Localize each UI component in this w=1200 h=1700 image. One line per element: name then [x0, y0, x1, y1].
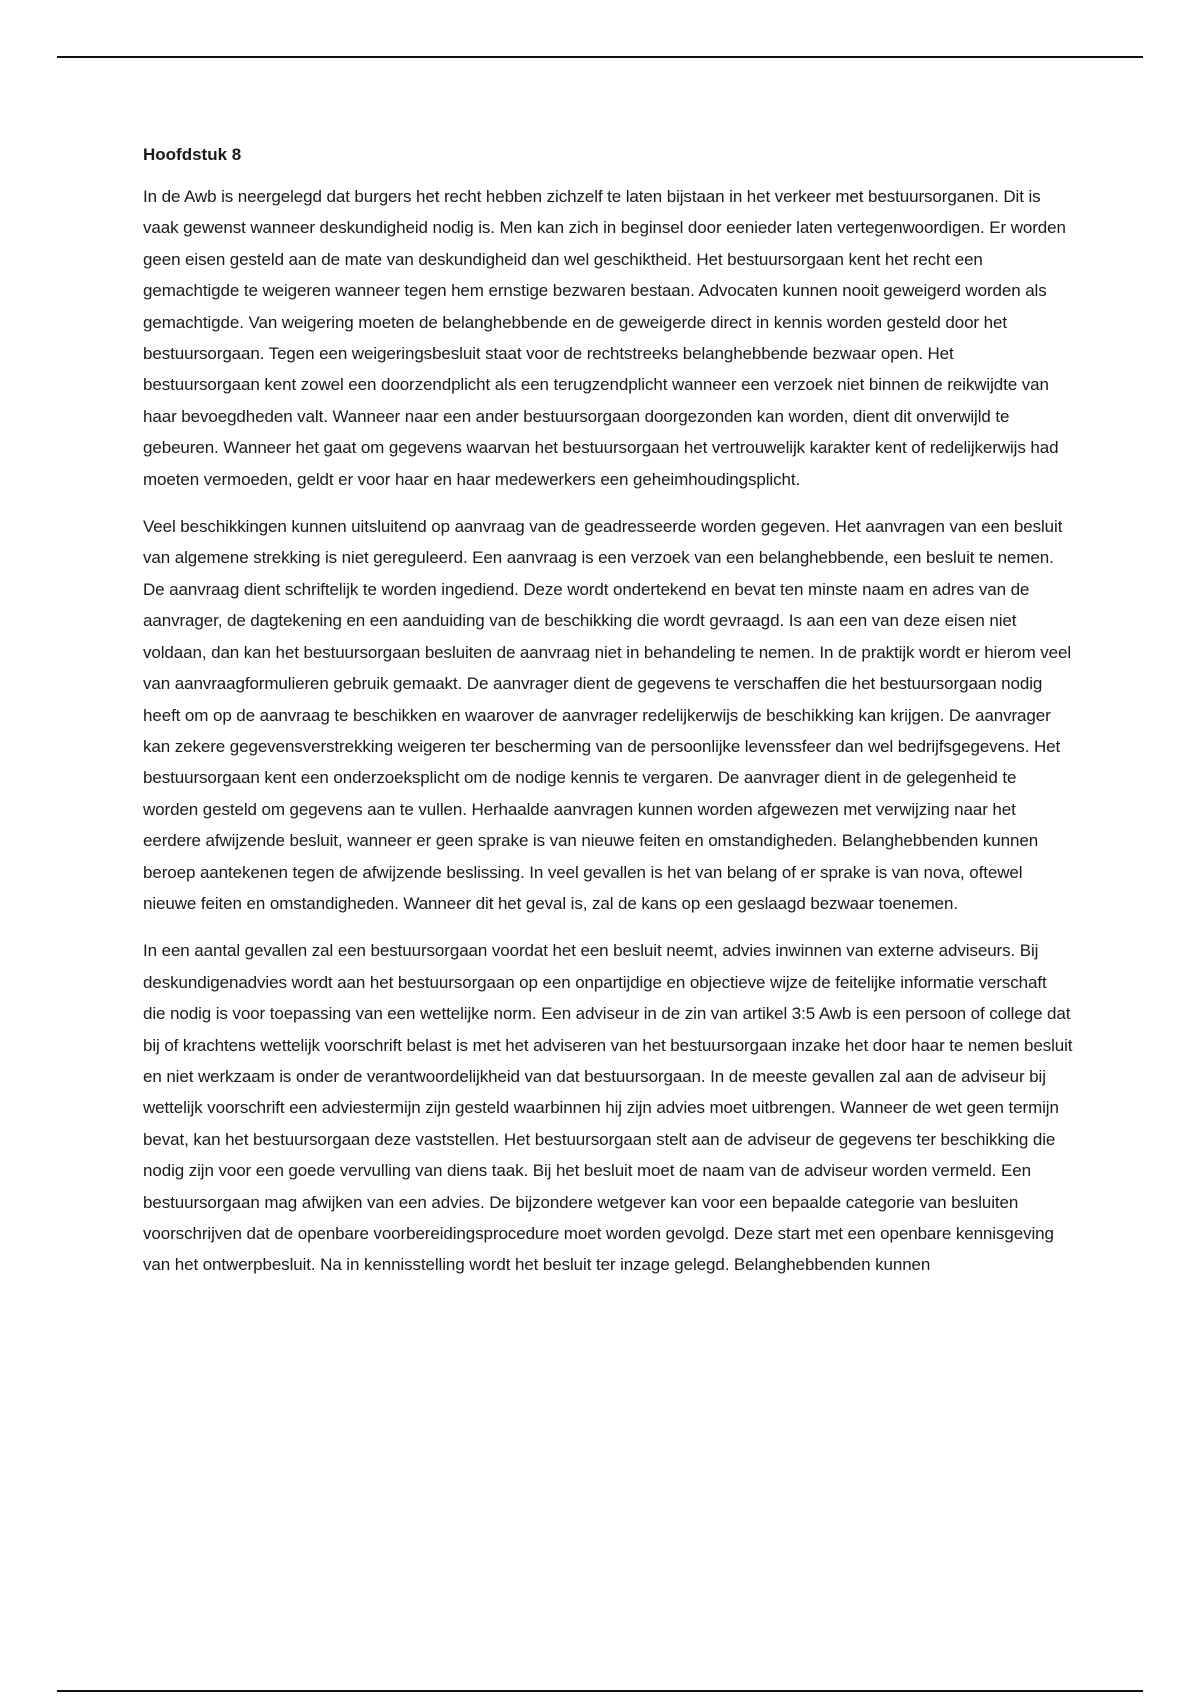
paragraph-application: Veel beschikkingen kunnen uitsluitend op aanvraag van de geadresseerde worden gegeven. Het aanvragen van een besluit van algemene strekking is niet gereguleerd. Een aanvraag is een verzoek van een belanghebbende, een besluit te nemen. De aanvraag dient schriftelijk te worden ingediend. Deze wordt ondertekend en bevat ten minste naam en adres van de aanvrager, de dagtekening en een aanduiding van de beschikking die wordt gevraagd. Is aan een van deze eisen niet voldaan, dan kan het bestuursorgaan besluiten de aanvraag niet in behandeling te nemen. In de praktijk wordt er hierom veel van aanvraagformulieren gebruik gemaakt. De aanvrager dient de gegevens te verschaffen die het bestuursorgaan nodig heeft om op de aanvraag te beschikken en waarover de aanvrager redelijkerwijs de beschikking kan krijgen. De aanvrager kan zekere gegevensverstrekking weigeren ter bescherming van de persoonlijke levenssfeer dan wel bedrijfsgegevens. Het bestuursorgaan kent een onderzoeksplicht om de nodige kennis te vergaren. De aanvrager dient in de gelegenheid te worden gesteld om gegevens aan te vullen. Herhaalde aanvragen kunnen worden afgewezen met verwijzing naar het eerdere afwijzende besluit, wanneer er geen sprake is van nieuwe feiten en omstandigheden. Belanghebbenden kunnen beroep aantekenen tegen de afwijzende beslissing. In veel gevallen is het van belang of er sprake is van nova, oftewel nieuwe feiten en omstandigheden. Wanneer dit het geval is, zal de kans op een geslaagd bezwaar toenemen. [143, 517, 1072, 913]
paragraph-representation: In de Awb is neergelegd dat burgers het recht hebben zichzelf te laten bijstaan in het verkeer met bestuursorganen. Dit is vaak gewenst wanneer deskundigheid nodig is. Men kan zich in beginsel door eenieder laten vertegenwoordigen. Er worden geen eisen gesteld aan de mate van deskundigheid dan wel geschiktheid. Het bestuursorgaan kent het recht een gemachtigde te weigeren wanneer tegen hem ernstige bezwaren bestaan. Advocaten kunnen nooit geweigerd worden als gemachtigde. Van weigering moeten de belanghebbende en de geweigerde direct in kennis worden gesteld door het bestuursorgaan. Tegen een weigeringsbesluit staat voor de rechtstreeks belanghebbende bezwaar open. Het bestuursorgaan kent zowel een doorzendplicht als een terugzendplicht wanneer een verzoek niet binnen de reikwijdte van haar bevoegdheden valt. Wanneer naar een ander bestuursorgaan doorgezonden kan worden, dient dit onverwijld te gebeuren. Wanneer het gaat om gegevens waarvan het bestuursorgaan het vertrouwelijk karakter kent of redelijkerwijs had moeten vermoeden, geldt er voor haar en haar medewerkers een geheimhoudingsplicht. [143, 187, 1066, 489]
header-rule [57, 56, 1143, 58]
chapter-heading: Hoofdstuk 8 [143, 145, 242, 164]
footer-rule [57, 1690, 1143, 1692]
document-body [143, 143, 1073, 1297]
paragraph-advice: In een aantal gevallen zal een bestuursorgaan voordat het een besluit neemt, advies inwinnen van externe adviseurs. Bij deskundigenadvies wordt aan het bestuursorgaan op een onpartijdige en objectieve wijze de feitelijke informatie verschaft die nodig is voor toepassing van een wettelijke norm. Een adviseur in de zin van artikel 3:5 Awb is een persoon of college dat bij of krachtens wettelijk voorschrift belast is met het adviseren van het bestuursorgaan inzake het door haar te nemen besluit en niet werkzaam is onder de verantwoordelijkheid van dat bestuursorgaan. In de meeste gevallen zal aan de adviseur bij wettelijk voorschrift een adviestermijn zijn gesteld waarbinnen hij zijn advies moet uitbrengen. Wanneer de wet geen termijn bevat, kan het bestuursorgaan deze vaststellen. Het bestuursorgaan stelt aan de adviseur de gegevens ter beschikking die nodig zijn voor een goede vervulling van diens taak. Bij het besluit moet de naam van de adviseur worden vermeld. Een bestuursorgaan mag afwijken van een advies. De bijzondere wetgever kan voor een bepaalde categorie van besluiten voorschrijven dat de openbare voorbereidingsprocedure moet worden gevolgd. Deze start met een openbare kennisgeving van het ontwerpbesluit. Na in kennisstelling wordt het besluit ter inzage gelegd. Belanghebbenden kunnen [143, 941, 1073, 1275]
